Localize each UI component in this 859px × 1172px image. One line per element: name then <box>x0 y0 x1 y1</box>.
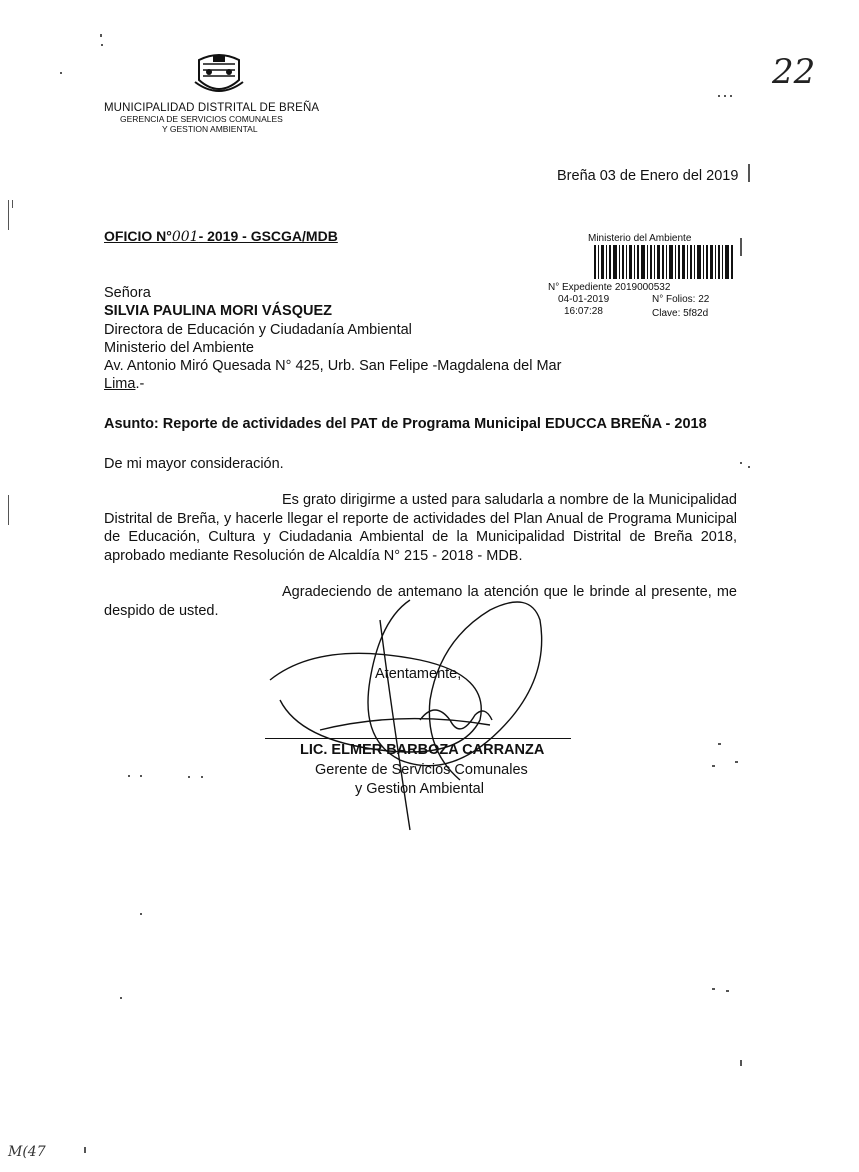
stamp-time: 16:07:28 <box>564 306 603 317</box>
footer-handwritten-note: M(47 <box>8 1144 46 1160</box>
stamp-folios: N° Folios: 22 <box>652 294 710 305</box>
recipient-salutation: Señora <box>104 285 151 301</box>
org-name: MUNICIPALIDAD DISTRITAL DE BREÑA <box>104 102 320 114</box>
stamp-date: 04-01-2019 <box>558 294 610 305</box>
signer-name: LIC. ELMER BARBOZA CARRANZA <box>300 742 545 758</box>
signer-role-line-1: Gerente de Servicios Comunales <box>315 762 528 778</box>
body-paragraph-1: Es grato dirigirme a usted para saludarla a nombre de la Municipalidad Distrital de Breña, y hacerle llegar el reporte de actividades del Plan Anual de Programa Municipal de Educación, Cultura y Ciudadania Ambiental de la Municipalidad Distrital de Breña 2018, aprobado mediante Resolución de Alcaldía N° 215 - 2018 - MDB. <box>104 492 737 564</box>
body-paragraph-2: Agradeciendo de antemano la atención que le brinde al presente, me despido de usted. <box>104 584 737 619</box>
municipal-crest-icon <box>193 52 245 98</box>
recipient-city-suffix: .- <box>135 376 145 393</box>
recipient-title: Directora de Educación y Ciudadanía Ambiental <box>104 321 412 338</box>
oficio-number: 001 <box>171 229 199 245</box>
recipient-name: SILVIA PAULINA MORI VÁSQUEZ <box>104 303 332 320</box>
stamp-institution: Ministerio del Ambiente <box>588 233 692 244</box>
oficio-prefix: OFICIO N° <box>104 228 172 244</box>
signer-role-line-2: y Gestion Ambiental <box>355 781 484 797</box>
recipient-city: Lima <box>104 376 136 393</box>
letter-date: Breña 03 de Enero del 2019 <box>557 168 739 184</box>
stamp-expediente: N° Expediente 2019000532 <box>548 282 671 293</box>
signature-line <box>265 738 571 739</box>
recipient-institution: Ministerio del Ambiente <box>104 339 254 356</box>
barcode-icon <box>594 245 734 279</box>
greeting: De mi mayor consideración. <box>104 456 284 472</box>
recipient-block <box>104 284 561 394</box>
page-number: 22 <box>772 52 816 92</box>
closing: Atentamente, <box>375 666 462 682</box>
handwritten-signature <box>260 580 580 840</box>
recipient-city-line <box>104 375 561 393</box>
recipient-address: Av. Antonio Miró Quesada N° 425, Urb. San Felipe -Magdalena del Mar <box>104 358 562 375</box>
document-reference <box>104 228 338 245</box>
stamp-clave: Clave: 5f82d <box>652 308 709 319</box>
dept-line-2: Y GESTION AMBIENTAL <box>162 124 258 134</box>
letterhead <box>104 102 344 134</box>
oficio-suffix: - 2019 - GSCGA/MDB <box>198 228 338 244</box>
dept-line-1: GERENCIA DE SERVICIOS COMUNALES <box>120 114 283 124</box>
subject-line: Asunto: Reporte de actividades del PAT de Programa Municipal EDUCCA BREÑA - 2018 <box>104 416 707 432</box>
